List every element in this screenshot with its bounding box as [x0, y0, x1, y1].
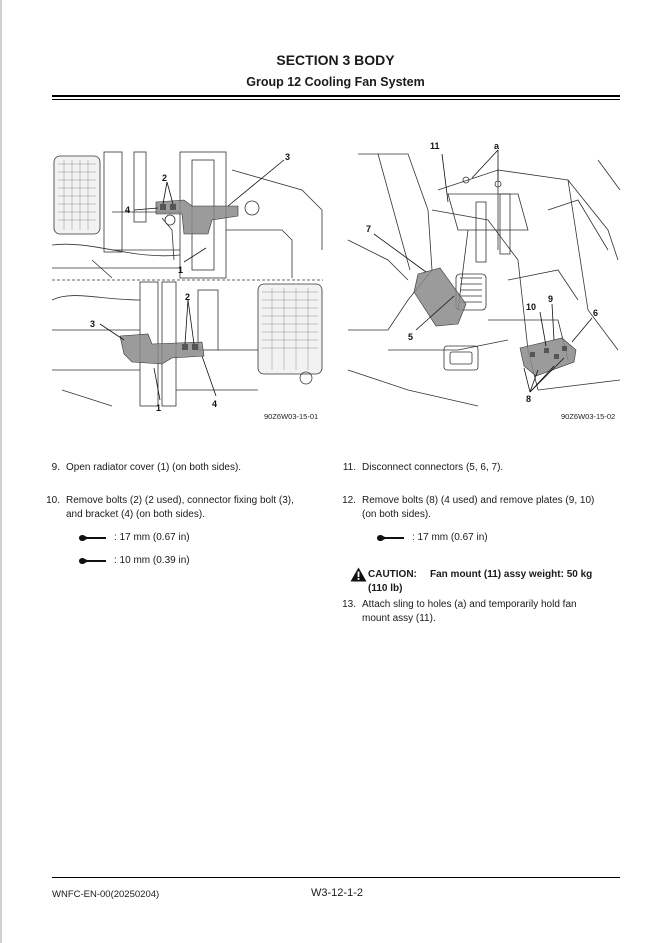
group-title: Group 12 Cooling Fan System: [246, 75, 425, 89]
torque-spec-10mm: [78, 554, 190, 568]
step-9-number: 9.: [51, 462, 60, 473]
step-13-text-line2: mount assy (11).: [362, 613, 436, 624]
header-rule-thick: [52, 95, 620, 97]
callout-11: 11: [430, 141, 440, 151]
callout-6: 6: [593, 308, 599, 318]
callout-9: 9: [548, 294, 554, 304]
step-9: [40, 461, 340, 475]
torque-spec-17mm: [78, 531, 190, 545]
step-10: [40, 494, 340, 522]
callout-5: 5: [408, 332, 414, 342]
torque-spec-17mm-step12: [376, 531, 488, 545]
callout-10: 10: [526, 302, 537, 312]
page-edge: [0, 0, 2, 943]
callout-4-top: 4: [125, 205, 131, 215]
radiator-cover-illustration: [52, 150, 323, 413]
figure-radiator-cover: [52, 150, 323, 413]
warning-triangle-icon: [350, 567, 367, 582]
wrench-icon: [376, 534, 406, 542]
wrench-icon: [78, 557, 108, 565]
step-13-number: 13.: [342, 599, 356, 610]
step-12-text-line2: (on both sides).: [362, 509, 431, 520]
callout-1-bottom: 1: [156, 403, 162, 413]
step-10-text-line2: and bracket (4) (on both sides).: [66, 509, 205, 520]
step-12-number: 12.: [342, 495, 356, 506]
step-11: [336, 461, 636, 475]
step-9-text: Open radiator cover (1) (on both sides).: [66, 462, 242, 473]
step-12-text-line1: Remove bolts (8) (4 used) and remove plates (9, 10): [362, 495, 595, 506]
step-11-number: 11.: [342, 462, 356, 473]
caution-text-line2: (110 lb): [368, 583, 403, 594]
step-10-text-line1: Remove bolts (2) (2 used), connector fixing bolt (3),: [66, 495, 294, 506]
page-number: W3-12-1-2: [311, 887, 363, 899]
callout-a: a: [494, 141, 500, 151]
torque-spec-17mm-text: : 17 mm (0.67 in): [114, 532, 190, 543]
figure-left-caption: 90Z6W03-15-01: [264, 412, 319, 421]
callout-2-top: 2: [162, 173, 168, 183]
callout-2-bottom: 2: [185, 292, 191, 302]
footer-rule: [52, 877, 620, 878]
section-title: SECTION 3 BODY: [276, 52, 395, 68]
callout-1-top: 1: [178, 265, 184, 275]
callout-3-bottom: 3: [90, 319, 96, 329]
step-13: [336, 598, 636, 626]
torque-spec-10mm-text: : 10 mm (0.39 in): [114, 555, 190, 566]
callout-4-bottom: 4: [212, 399, 218, 409]
wrench-icon: [78, 534, 108, 542]
caution-label: CAUTION:: [368, 569, 417, 580]
figure-fan-mount: [348, 141, 620, 408]
caution-text: Fan mount (11) assy weight: 50 kg: [430, 569, 593, 580]
callout-8: 8: [526, 394, 532, 404]
document-code: WNFC-EN-00(20250204): [52, 889, 160, 900]
fan-mount-illustration: [348, 141, 620, 408]
step-11-text: Disconnect connectors (5, 6, 7).: [362, 462, 504, 473]
header-rule-thin: [52, 99, 620, 100]
step-10-number: 10.: [46, 495, 60, 506]
callout-3-top: 3: [285, 152, 291, 162]
figure-right-caption: 90Z6W03-15-02: [561, 412, 616, 421]
step-12: [336, 494, 636, 522]
torque-spec-step12-text: : 17 mm (0.67 in): [412, 532, 488, 543]
callout-7: 7: [366, 224, 372, 234]
step-13-text-line1: Attach sling to holes (a) and temporarily hold fan: [362, 599, 577, 610]
